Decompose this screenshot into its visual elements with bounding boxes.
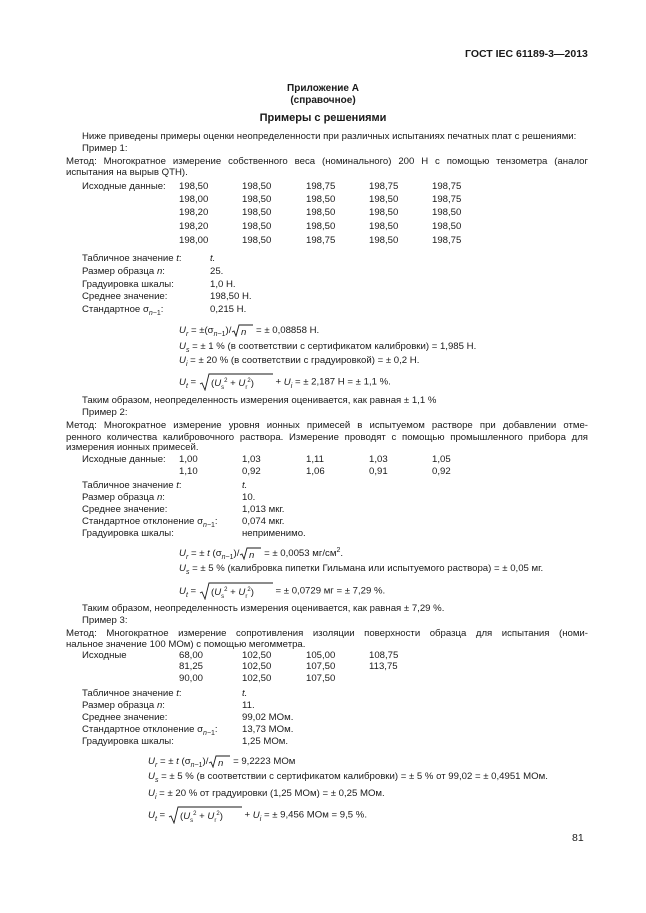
example-2-mean-value: 1,013 мкг.: [242, 504, 285, 515]
table-cell: 198,50: [369, 207, 399, 218]
example-1-scale-value: 1,0 Н.: [210, 279, 236, 290]
example-3-sample-value: 11.: [242, 700, 255, 711]
table-cell: 1,00: [179, 454, 198, 465]
example-1-formula-ut: $U_t$ = $(U_s^2 + U_r^2)$ + $U_i$ = ± 2,187 Н = ± 1,1 %.: [179, 373, 391, 391]
example-2-sample-label: Размер образца n:: [82, 492, 165, 503]
example-2-scale-label: Градуировка шкалы:: [82, 528, 174, 539]
table-cell: 198,50: [242, 207, 272, 218]
table-cell: 90,00: [179, 673, 204, 684]
example-2-formula-ur: $U_r$ = ± t $(\sigma_{n-1})/$ n = ± 0,0053 $мг/см^2$.: [179, 546, 344, 561]
table-cell: 198,50: [179, 181, 209, 192]
example-1-table-t-value: t.: [210, 253, 216, 264]
example-3-table-t-label: Табличное значение t:: [82, 688, 182, 699]
table-cell: 1,11: [306, 454, 324, 465]
example-1-label: Пример 1:: [82, 143, 128, 154]
table-cell: 198,50: [242, 221, 272, 232]
example-3-scale-label: Градуировка шкалы:: [82, 736, 174, 747]
example-1-method-line1: Метод: Многократное измерение собственного веса (номинального) 200 Н с помощью тензометра (аналог: [66, 156, 588, 167]
example-3-scale-value: 1,25 МОм.: [242, 736, 289, 747]
example-1-conclusion: Таким образом, неопределенность измерения оценивается, как равная ± 1,1 %: [82, 395, 437, 406]
example-1-sample-label: Размер образца n:: [82, 266, 165, 277]
example-1-table-t-label: Табличное значение t:: [82, 253, 182, 264]
table-cell: 81,25: [179, 661, 204, 672]
table-cell: 1,03: [369, 454, 388, 465]
example-1-mean-label: Среднее значение:: [82, 291, 168, 302]
table-cell: 198,75: [432, 181, 462, 192]
example-2-table-t-label: Табличное значение t:: [82, 480, 182, 491]
table-cell: 198,20: [179, 207, 209, 218]
table-cell: 198,50: [242, 194, 272, 205]
example-2-std-value: 0,074 мкг.: [242, 516, 285, 527]
example-2-method-line1: Метод: Многократное измерение уровня ионных примесей в испытуемом растворе при добавлении отме-: [66, 420, 588, 431]
example-2-conclusion: Таким образом, неопределенность измерения оценивается, как равная ± 7,29 %.: [82, 603, 445, 614]
example-2-table-t-value: t.: [242, 480, 248, 491]
example-1-formula-ui: $U_i$ = ± 20 % (в соответствии с градуировкой) = ± 0,2 Н.: [179, 355, 420, 368]
table-cell: 102,50: [242, 661, 272, 672]
appendix-heading: Примеры с решениями: [259, 112, 387, 124]
example-2-method-line3: измерения ионных примесей.: [66, 442, 199, 453]
appendix-subtitle: (справочное): [290, 95, 356, 106]
example-2-scale-value: неприменимо.: [242, 528, 306, 539]
example-3-method-line1: Метод: Многократное измерение сопротивления изоляции поверхности образца для испытания (номи-: [66, 628, 588, 639]
example-3-formula-ui: $U_i$ = ± 20 % от градуировки (1,25 МОм) = ± 0,25 МОм.: [148, 788, 385, 801]
example-1-method-line2: испытания на вырыв QTH).: [66, 167, 188, 178]
example-1-std-value: 0,215 Н.: [210, 304, 247, 315]
table-cell: 198,75: [306, 235, 336, 246]
table-cell: 198,50: [369, 221, 399, 232]
example-1-mean-value: 198,50 Н.: [210, 291, 252, 302]
example-3-mean-value: 99,02 МОм.: [242, 712, 294, 723]
example-2-sample-value: 10.: [242, 492, 256, 503]
table-cell: 68,00: [179, 650, 204, 661]
example-3-mean-label: Среднее значение:: [82, 712, 168, 723]
example-3-std-label: Стандартное отклонение $\sigma_{n-1}$:: [82, 724, 218, 737]
table-cell: 198,50: [369, 194, 399, 205]
page-number: 81: [572, 832, 584, 844]
example-3-table-t-value: t.: [242, 688, 248, 699]
table-cell: 198,50: [306, 207, 336, 218]
example-3-label: Пример 3:: [82, 615, 128, 626]
table-cell: 198,50: [242, 235, 272, 246]
table-cell: 198,50: [306, 194, 336, 205]
table-cell: 1,10: [179, 466, 198, 477]
svg-text:n: n: [241, 327, 247, 337]
table-cell: 102,50: [242, 650, 272, 661]
table-cell: 198,75: [306, 181, 336, 192]
table-cell: 108,75: [369, 650, 399, 661]
example-1-formula-us: $U_s$ = ± 1 % (в соответствии с сертификатом калибровки) = 1,985 Н.: [179, 341, 477, 354]
svg-text:(Us2 + Ur2): $(U_s^2 + U_r^2)$: [210, 587, 254, 600]
table-cell: 102,50: [242, 673, 272, 684]
standard-header: ГОСТ IEC 61189-3—2013: [465, 48, 588, 60]
example-2-label: Пример 2:: [82, 407, 128, 418]
svg-text:(Us2 + Ur2): $(U_s^2 + U_r^2)$: [210, 378, 254, 391]
svg-text:n: n: [218, 758, 224, 768]
table-cell: 198,75: [432, 235, 462, 246]
table-cell: 105,00: [306, 650, 336, 661]
example-1-data-label: Исходные данные:: [82, 181, 166, 192]
example-2-method-line2: ренного количества калибровочного раствора. Измерение проводят с помощью промышленного прибора для: [66, 432, 588, 443]
table-cell: 198,75: [432, 194, 462, 205]
table-cell: 1,06: [306, 466, 325, 477]
table-cell: 198,50: [432, 207, 462, 218]
example-2-formula-us: $U_s$ = ± 5 % (калибровка пипетки Гильмана или испытуемого раствора) = ± 0,05 мг.: [179, 563, 544, 576]
example-2-mean-label: Среднее значение:: [82, 504, 168, 515]
table-cell: 1,03: [242, 454, 261, 465]
example-3-data-label: Исходные: [82, 650, 127, 661]
table-cell: 198,50: [432, 221, 462, 232]
example-3-formula-ur: $U_r$ = ± t $(\sigma_{n-1})/$ n = 9,2223 МОм: [148, 756, 296, 769]
example-2-std-label: Стандартное отклонение $\sigma_{n-1}$:: [82, 516, 218, 529]
svg-text:(Us2 + Ur2): $(U_s^2 + U_r^2)$: [179, 811, 223, 824]
example-2-data-label: Исходные данные:: [82, 454, 166, 465]
appendix-title: Приложение А: [287, 83, 359, 94]
example-2-formula-ut: $U_t$ = $(U_s^2 + U_r^2)$ = ± 0,0729 мг = ± 7,29 %.: [179, 582, 385, 600]
table-cell: 0,92: [242, 466, 261, 477]
example-3-sample-label: Размер образца n:: [82, 700, 165, 711]
example-1-scale-label: Градуировка шкалы:: [82, 279, 174, 290]
table-cell: 107,50: [306, 673, 336, 684]
table-cell: 198,50: [242, 181, 272, 192]
table-cell: 198,20: [179, 221, 209, 232]
example-3-formula-us: $U_s$ = ± 5 % (в соответствии с сертификатом калибровки) = ± 5 % от 99,02 = ± 0,4951 МОм.: [148, 771, 548, 784]
example-3-std-value: 13,73 МОм.: [242, 724, 294, 735]
table-cell: 0,92: [432, 466, 451, 477]
table-cell: 113,75: [369, 661, 398, 672]
svg-text:n: n: [249, 550, 255, 560]
example-3-formula-ut: $U_t$ = $(U_s^2 + U_r^2)$ + $U_i$ = ± 9,456 МОм = 9,5 %.: [148, 806, 367, 824]
table-cell: 198,50: [369, 235, 399, 246]
table-cell: 198,50: [306, 221, 336, 232]
example-1-std-label: Стандартное $\sigma_{n-1}$:: [82, 304, 164, 317]
table-cell: 198,00: [179, 194, 209, 205]
intro-text: Ниже приведены примеры оценки неопределенности при различных испытаниях печатных плат с решениями:: [82, 131, 577, 142]
example-1-formula-ur: $U_r = \pm(\sigma_{n-1})/$ n = ± 0,08858 Н.: [179, 325, 320, 338]
table-cell: 107,50: [306, 661, 336, 672]
table-cell: 1,05: [432, 454, 451, 465]
example-1-sample-value: 25.: [210, 266, 224, 277]
example-3-method-line2: нальное значение 100 МОм) с помощью мегомметра.: [66, 639, 306, 650]
table-cell: 198,00: [179, 235, 209, 246]
table-cell: 0,91: [369, 466, 388, 477]
table-cell: 198,75: [369, 181, 399, 192]
